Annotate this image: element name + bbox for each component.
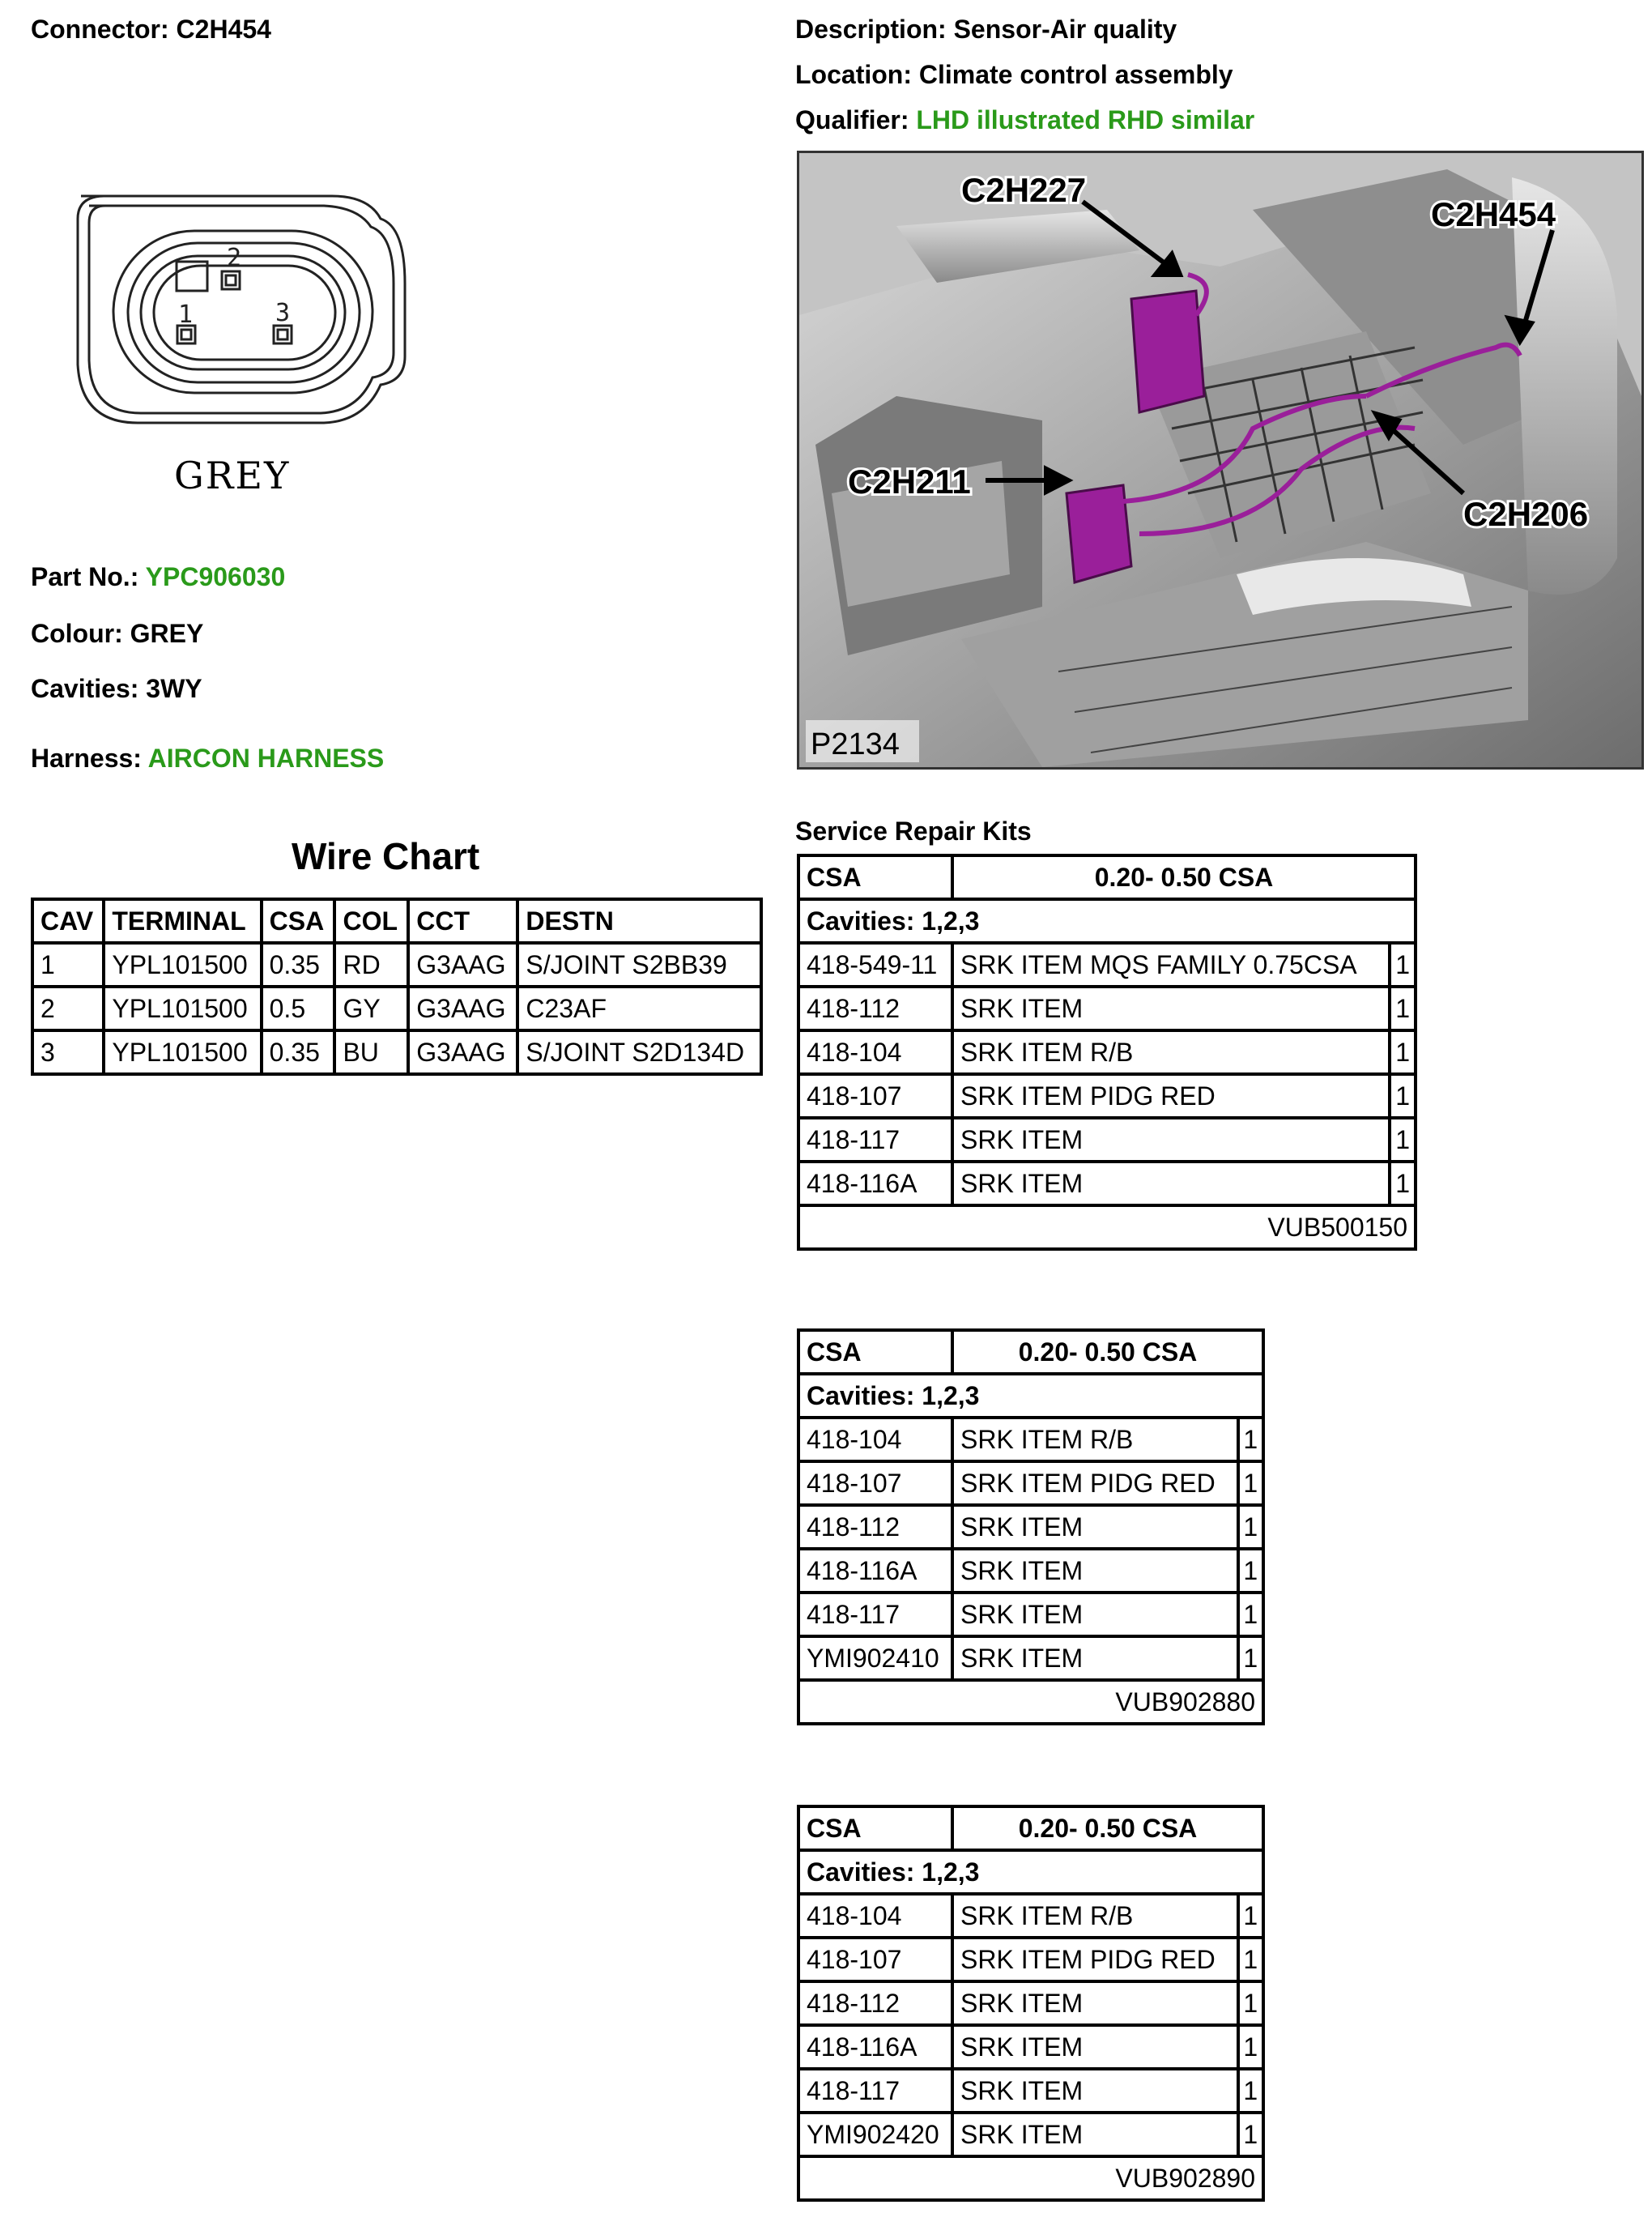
table-row: 418-112 SRK ITEM 1 [798,987,1416,1030]
photo-ref: P2134 [811,727,900,761]
wire-chart-table [31,898,763,1076]
pin-1-label: 1 [178,301,194,329]
location-photo [797,151,1644,770]
location-field: Location: Climate control assembly [795,60,1233,89]
table-row: 418-117 SRK ITEM 1 [798,1118,1416,1162]
qualifier-link[interactable]: LHD illustrated RHD similar [916,105,1255,134]
kit-cavities: Cavities: 1,2,3 [798,899,1416,943]
qualifier-field: Qualifier: LHD illustrated RHD similar [795,105,1255,134]
col-terminal: TERMINAL [104,899,261,943]
col-csa: CSA [262,899,335,943]
col-cct: CCT [408,899,517,943]
service-kit-table-1 [797,854,1417,1251]
colour-field: Colour: GREY [31,619,204,648]
table-row: 418-549-11 SRK ITEM MQS FAMILY 0.75CSA 1 [798,943,1416,987]
table-row: 418-104 SRK ITEM R/B 1 [798,1418,1263,1461]
col-col: COL [334,899,408,943]
kit-csa-label: CSA [798,1330,952,1374]
cavities-field: Cavities: 3WY [31,674,202,703]
description-field: Description: Sensor-Air quality [795,15,1177,44]
callout-c2h454: C2H454 [1431,195,1556,233]
table-row: 2 YPL101500 0.5 GY G3AAG C23AF [32,987,761,1030]
photo-illustration [799,153,1641,767]
table-row: 418-117 SRK ITEM 1 [798,1593,1263,1636]
service-kit-table-2 [797,1328,1265,1725]
harness-link[interactable]: AIRCON HARNESS [147,744,385,773]
kit-cavities: Cavities: 1,2,3 [798,1850,1263,1894]
harness-field: Harness: AIRCON HARNESS [31,744,385,773]
table-row: YMI902410 SRK ITEM 1 [798,1636,1263,1680]
connector-field: Connector: C2H454 [31,15,271,44]
kit-number: VUB902880 [798,1680,1263,1724]
col-cav: CAV [32,899,104,943]
kit-number: VUB902890 [798,2156,1263,2200]
service-kit-table-3 [797,1805,1265,2202]
col-destn: DESTN [517,899,761,943]
table-row: 418-107 SRK ITEM PIDG RED 1 [798,1938,1263,1981]
pin-3-label: 3 [275,299,291,327]
table-row: 418-112 SRK ITEM 1 [798,1981,1263,2025]
table-row: 418-116A SRK ITEM 1 [798,1162,1416,1205]
table-row: 418-107 SRK ITEM PIDG RED 1 [798,1074,1416,1118]
kit-csa-label: CSA [798,1806,952,1850]
table-row: 418-116A SRK ITEM 1 [798,1549,1263,1593]
table-row: 418-107 SRK ITEM PIDG RED 1 [798,1461,1263,1505]
kit-csa-value: 0.20- 0.50 CSA [952,1330,1263,1374]
wire-chart-header [32,899,761,943]
callout-c2h211: C2H211 [848,463,971,501]
kit-number: VUB500150 [798,1205,1416,1249]
connector-colour-text: GREY [174,454,291,497]
part-no-field: Part No.: YPC906030 [31,562,286,591]
table-row: 3 YPL101500 0.35 BU G3AAG S/JOINT S2D134D [32,1030,761,1074]
callout-c2h227: C2H227 [961,171,1087,209]
table-row: 418-117 SRK ITEM 1 [798,2069,1263,2113]
pin-2-label: 2 [227,244,242,272]
kit-csa-label: CSA [798,855,952,899]
callout-c2h206: C2H206 [1463,495,1589,533]
table-row: 418-104 SRK ITEM R/B 1 [798,1894,1263,1938]
table-row: 418-112 SRK ITEM 1 [798,1505,1263,1549]
service-kits-title: Service Repair Kits [795,817,1032,846]
part-no-link[interactable]: YPC906030 [145,562,286,591]
table-row: YMI902420 SRK ITEM 1 [798,2113,1263,2156]
table-row: 1 YPL101500 0.35 RD G3AAG S/JOINT S2BB39 [32,943,761,987]
kit-csa-value: 0.20- 0.50 CSA [952,1806,1263,1850]
wire-chart-title: Wire Chart [292,835,480,877]
kit-cavities: Cavities: 1,2,3 [798,1374,1263,1418]
table-row: 418-104 SRK ITEM R/B 1 [798,1030,1416,1074]
kit-csa-value: 0.20- 0.50 CSA [952,855,1416,899]
table-row: 418-116A SRK ITEM 1 [798,2025,1263,2069]
